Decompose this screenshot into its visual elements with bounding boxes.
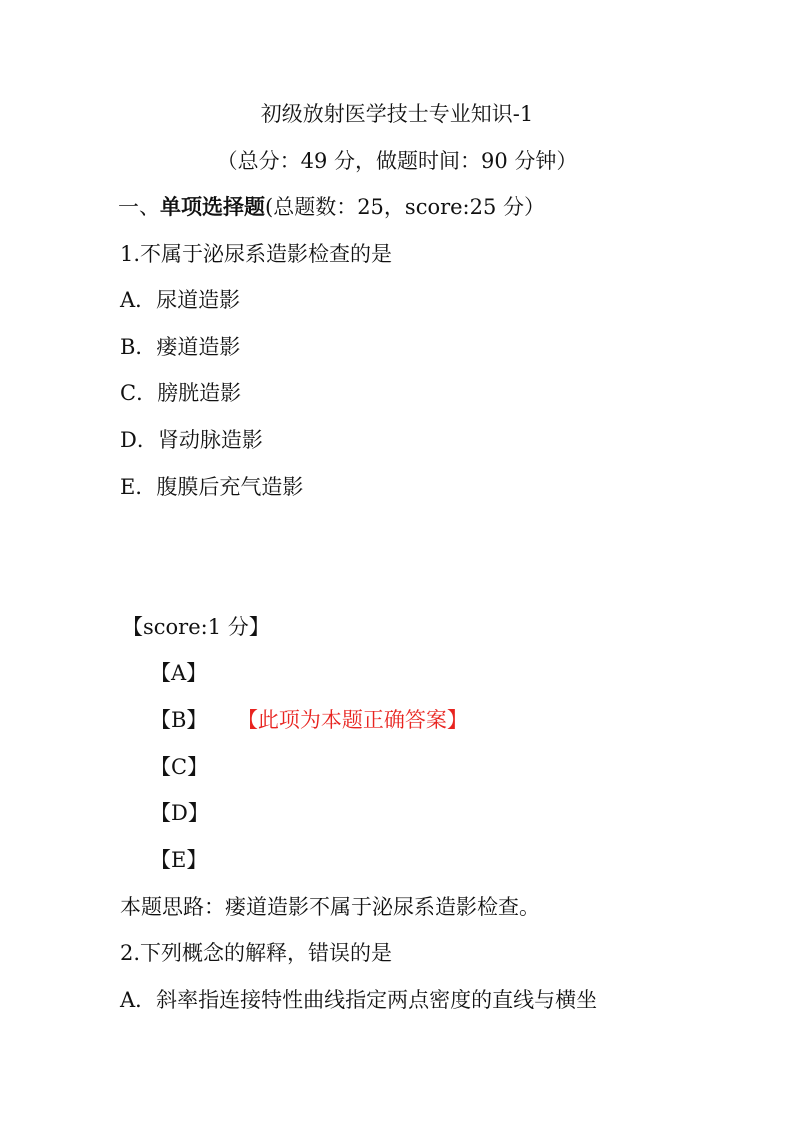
question-1-option-a: A．尿道造影 xyxy=(120,288,241,312)
question-1-option-c: C．膀胱造影 xyxy=(120,381,242,405)
question-1-stem: 1.不属于泌尿系造影检查的是 xyxy=(120,242,393,266)
question-1-option-b: B．瘘道造影 xyxy=(120,335,241,359)
answer-option-a: 【A】 xyxy=(150,661,208,685)
answer-option-b-label: 【B】 xyxy=(150,708,208,732)
answer-option-d: 【D】 xyxy=(150,801,209,825)
section-info: (总题数：25，score:25 分） xyxy=(265,195,546,219)
question-1-score: 【score:1 分】 xyxy=(122,615,270,639)
question-1-option-e: E．腹膜后充气造影 xyxy=(120,475,304,499)
correct-answer-mark: 【此项为本题正确答案】 xyxy=(247,708,468,732)
answer-option-e: 【E】 xyxy=(150,848,208,872)
question-2-stem: 2.下列概念的解释，错误的是 xyxy=(120,941,393,965)
document-title: 初级放射医学技士专业知识-1 xyxy=(260,102,534,126)
question-1-explanation: 本题思路：瘘道造影不属于泌尿系造影检查。 xyxy=(120,895,540,919)
section-name: 单项选择题 xyxy=(160,195,265,219)
question-1-option-d: D．肾动脉造影 xyxy=(120,428,263,452)
answer-option-c: 【C】 xyxy=(150,755,209,779)
question-2-option-a: A．斜率指连接特性曲线指定两点密度的直线与横坐 xyxy=(120,988,598,1012)
section-heading xyxy=(118,194,545,220)
section-prefix: 一、 xyxy=(118,195,160,219)
document-subtitle: （总分：49 分，做题时间：90 分钟） xyxy=(216,149,578,173)
answer-option-b xyxy=(150,707,468,733)
